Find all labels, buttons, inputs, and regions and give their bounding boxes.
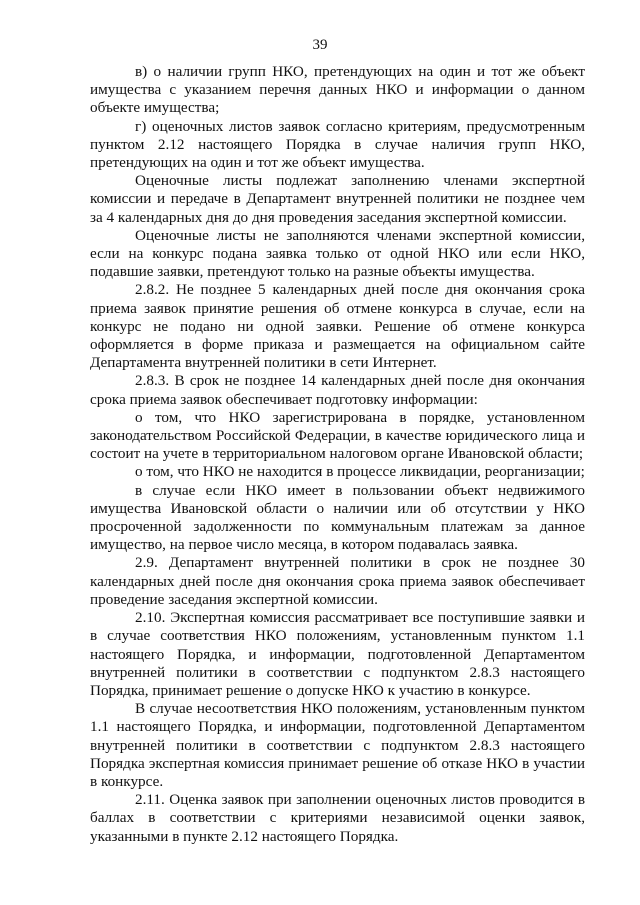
paragraph-registration-info: о том, что НКО зарегистрирована в порядке, установленном законодательством Российской Федерации, в качестве юридического лица и состоит на учете в территориальном налоговом органе Ивановской области; [90,408,585,463]
paragraph-liquidation-info: о том, что НКО не находится в процессе ликвидации, реорганизации; [135,463,585,481]
paragraph-v-groups: в) о наличии групп НКО, претендующих на один и тот же объект имущества с указанием перечня данных НКО и информации о данном объекте имущества; [90,63,585,117]
paragraph-debt-info: в случае если НКО имеет в пользовании объект недвижимого имущества Ивановской области о наличии или об отсутствии у НКО просроченной задолженности по коммунальным платежам за данное имущество, на первое число месяца, в котором подавалась заявка. [90,481,585,554]
paragraph-2-11: 2.11. Оценка заявок при заполнении оценочных листов проводится в баллах в соответствии с критериями независимой оценки заявок, указанными в пункте 2.12 настоящего Порядка. [90,791,585,845]
paragraph-refusal: В случае несоответствия НКО положениям, установленным пунктом 1.1 настоящего Порядка, и информации, подготовленной Департаментом внутренней политики в соответствии с подпунктом 2.8.3 настоящего Порядка экспертная комиссия принимает решение об отказе НКО в участии в конкурсе. [90,700,585,790]
document-body [90,63,585,846]
paragraph-sheets-not-filled: Оценочные листы не заполняются членами экспертной комиссии, если на конкурс подана заявка только от одной НКО или если НКО, подавшие заявки, претендуют только на разные объекты имущества. [90,226,585,281]
page-number: 39 [312,37,328,53]
paragraph-2-9: 2.9. Департамент внутренней политики в срок не позднее 30 календарных дней после дня окончания срока приема заявок обеспечивает проведение заседания экспертной комиссии. [90,554,585,608]
paragraph-2-8-3: 2.8.3. В срок не позднее 14 календарных дней после дня окончания срока приема заявок обеспечивает подготовку информации: [90,372,585,408]
paragraph-g-evaluation-sheets: г) оценочных листов заявок согласно критериям, предусмотренным пунктом 2.12 настоящего Порядка в случае наличия групп НКО, претендующих на один и тот же объект имущества. [90,117,585,172]
paragraph-2-10: 2.10. Экспертная комиссия рассматривает все поступившие заявки и в случае соответствия НКО положениям, установленным пунктом 1.1 настоящего Порядка, и информации, подготовленной Департаментом внутренней политики в соответствии с подпунктом 2.8.3 настоящего Порядка, принимает решение о допуске НКО к участию в конкурсе. [90,609,585,699]
paragraph-2-8-2: 2.8.2. Не позднее 5 календарных дней после дня окончания срока приема заявок принятие решения об отмене конкурса в случае, если на конкурс не подано ни одной заявки. Решение об отмене конкурса оформляется в форме приказа и размещается на официальном сайте Департамента внутренней политики в сети Интернет. [90,281,585,372]
paragraph-sheets-submission: Оценочные листы подлежат заполнению членами экспертной комиссии и передаче в Департамент внутренней политики не позднее чем за 4 календарных дня до дня проведения заседания экспертной комиссии. [90,172,585,226]
